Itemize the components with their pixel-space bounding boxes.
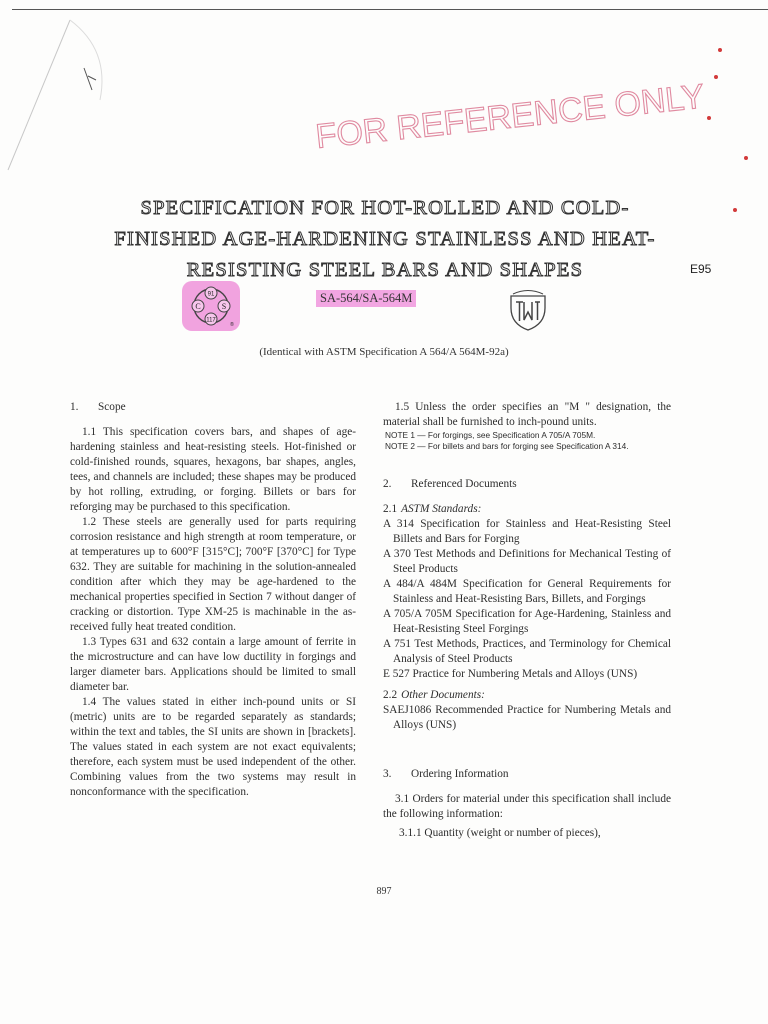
paragraph-3-1-1: 3.1.1 Quantity (weight or number of pieces), <box>399 827 601 839</box>
section-title: Referenced Documents <box>411 478 517 490</box>
title-line-3: RESISTING STEEL BARS AND SHAPES <box>186 259 584 281</box>
reference-a751: A 751 Test Methods, Practices, and Terminology for Chemical Analysis of Steel Products <box>383 638 671 665</box>
identical-with-note: (Identical with ASTM Specification A 564/A 564M-92a) <box>259 346 509 358</box>
title-line-2: FINISHED AGE-HARDENING STAINLESS AND HEAT- <box>114 228 656 250</box>
corner-smudge <box>0 10 140 180</box>
section-2-heading <box>383 477 671 492</box>
margin-dot <box>714 75 718 79</box>
astm-logo <box>507 288 549 332</box>
seal-registered-mark: ® <box>230 322 234 328</box>
section-number: 1. <box>70 401 79 413</box>
title-line-1: SPECIFICATION FOR HOT-ROLLED AND COLD- <box>140 197 630 219</box>
section-3-heading <box>383 767 671 782</box>
other-documents-heading <box>383 688 671 703</box>
paragraph-1-1: 1.1 This specification covers bars, and shapes of age-hardening stainless and heat-resisting steels. Hot-finished or cold-finished rounds, squares, hexagons, bar shapes, angles, tees, and channels are included; these shapes may be produced by hot rolling, extruding, or forging. Billets or bars for reforging may be purchased to this specification. <box>70 426 356 513</box>
subsection-number: 2.2 <box>383 689 398 701</box>
paragraph-1-2: 1.2 These steels are generally used for parts requiring corrosion resistance and high strength at room temperature, or at temperatures up to 600°F [315°C]; 700°F [370°C] for Type 632. They are suitable for machining in the solution-annealed condition after which they may be age-hardened to the mechanical properties specified in Section 7 without danger of cracking or distortion. Type XM-25 is machinable in the as-received fully heat treated condition. <box>70 516 356 633</box>
subsection-number: 2.1 <box>383 503 398 515</box>
reference-a705: A 705/A 705M Specification for Age-Hardening, Stainless and Heat-Resisting Steel Forgings <box>383 608 671 635</box>
paragraph-1-5: 1.5 Unless the order specifies an "M " designation, the material shall be furnished to inch-pound units. <box>383 401 671 428</box>
designation-label: SA-564/SA-564M <box>316 290 416 307</box>
section-title: Scope <box>98 401 126 413</box>
seal-bottom-text: 117 <box>206 317 216 324</box>
document-title <box>80 193 690 286</box>
seal-right-text: S <box>221 302 227 311</box>
note-2: NOTE 2 — For billets and bars for forging see Specification A 314. <box>385 440 629 451</box>
left-column <box>70 400 356 800</box>
margin-code: E95 <box>690 262 712 276</box>
reference-a314: A 314 Specification for Stainless and Heat-Resisting Steel Billets and Bars for Forging <box>383 518 671 545</box>
subsection-title: ASTM Standards: <box>401 503 482 515</box>
section-number: 3. <box>383 768 392 780</box>
astm-standards-heading <box>383 502 671 517</box>
section-number: 2. <box>383 478 392 490</box>
margin-dot <box>718 48 722 52</box>
reference-stamp: FOR REFERENCE ONLY <box>313 77 707 157</box>
note-1: NOTE 1 — For forgings, see Specification A 705/A 705M. <box>385 430 596 440</box>
subsection-title: Other Documents: <box>401 689 485 701</box>
margin-dot <box>744 156 748 160</box>
reference-e527: E 527 Practice for Numbering Metals and Alloys (UNS) <box>383 668 638 680</box>
margin-dot <box>707 116 711 120</box>
seal-top-text: 91 <box>207 291 215 298</box>
margin-dot <box>733 208 737 212</box>
page-number: 897 <box>376 886 392 897</box>
reference-a370: A 370 Test Methods and Definitions for Mechanical Testing of Steel Products <box>383 548 671 575</box>
seal-left-text: C <box>195 302 201 311</box>
society-seal-logo <box>180 280 242 332</box>
right-column <box>383 400 671 841</box>
paragraph-1-4: 1.4 The values stated in either inch-pound units or SI (metric) units are to be regarded separately as standards; within the text and tables, the SI units are shown in [brackets]. The values stated in each system are not exact equivalents; therefore, each system must be used independent of the other. Combining values from the two systems may result in nonconformance with the specification. <box>70 696 356 798</box>
section-1-heading <box>70 400 356 415</box>
reference-saej1086: SAEJ1086 Recommended Practice for Numbering Metals and Alloys (UNS) <box>383 704 671 731</box>
section-title: Ordering Information <box>411 768 509 780</box>
paragraph-3-1: 3.1 Orders for material under this specification shall include the following information: <box>383 793 671 820</box>
reference-a484: A 484/A 484M Specification for General Requirements for Stainless and Heat-Resisting Bars, Billets, and Forgings <box>383 578 671 605</box>
paragraph-1-3: 1.3 Types 631 and 632 contain a large amount of ferrite in the microstructure and can have low ductility in forgings and larger diameter bars. Applications should be limited to small diameter bar. <box>70 636 356 693</box>
